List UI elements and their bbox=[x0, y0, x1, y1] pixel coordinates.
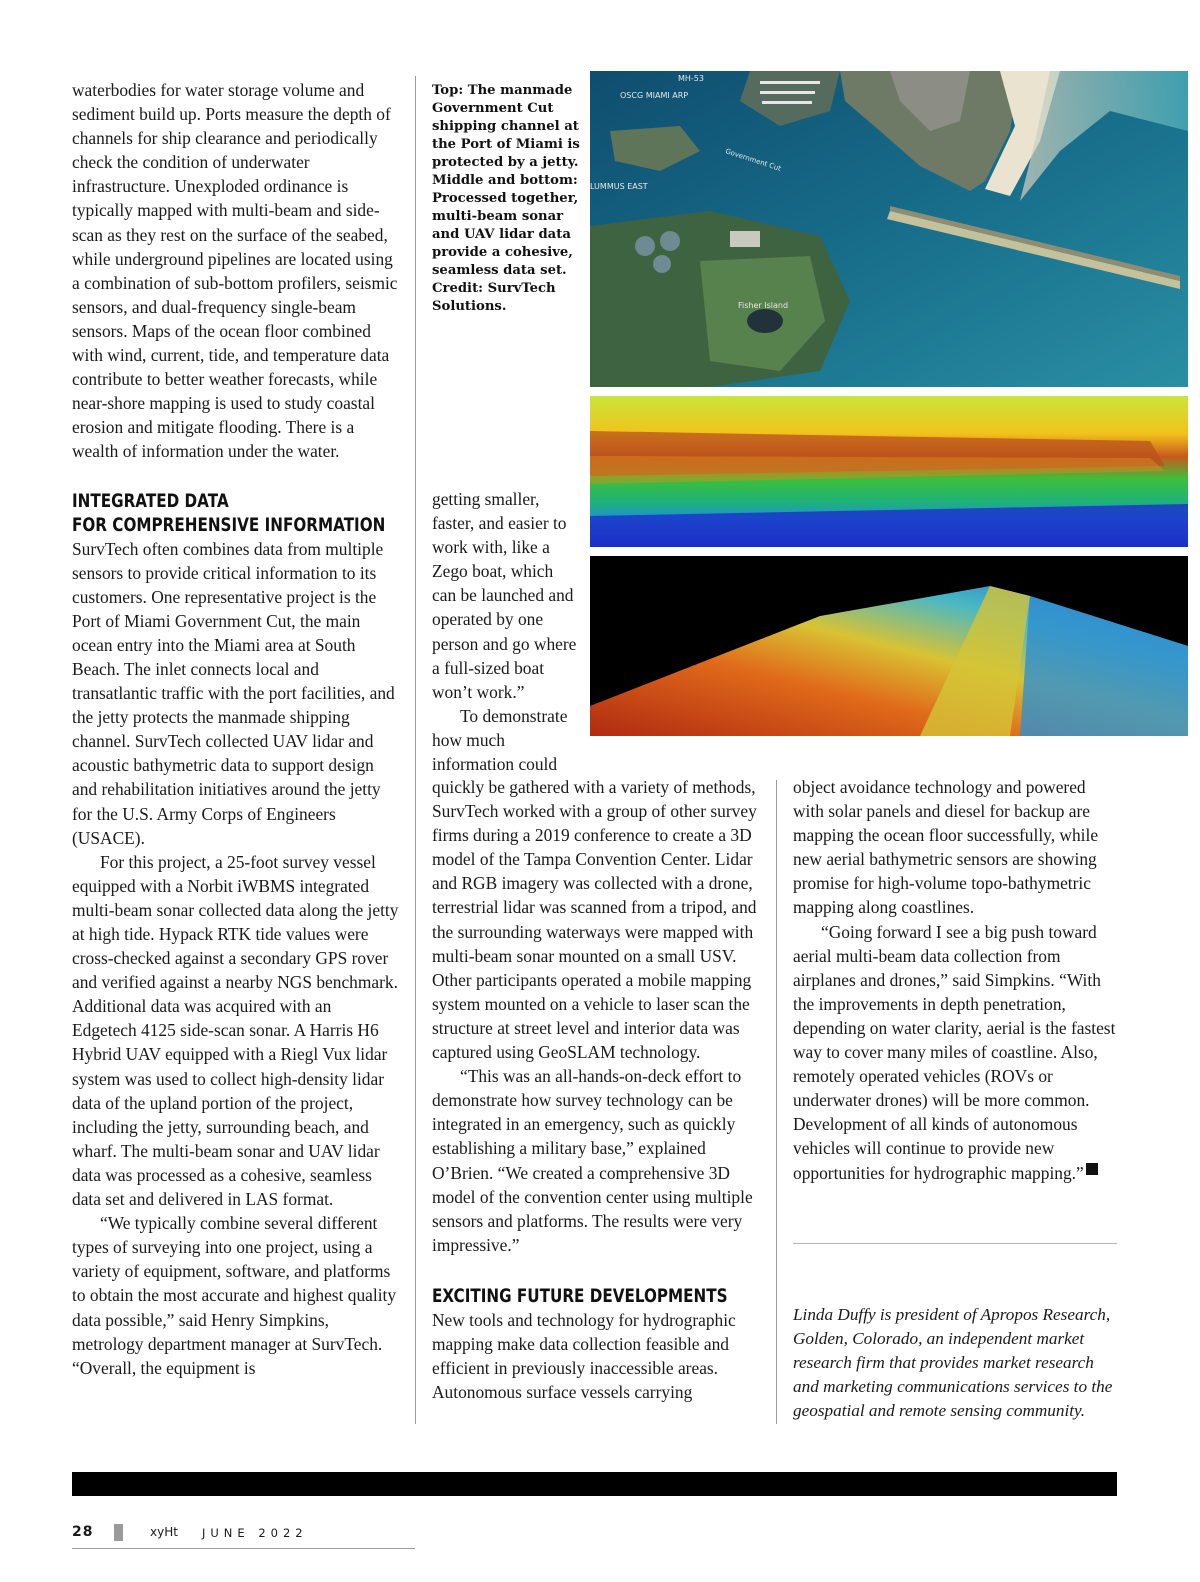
aerial-photo-svg bbox=[590, 71, 1188, 387]
section-heading-line: INTEGRATED DATA bbox=[72, 489, 229, 512]
middle-column bbox=[432, 775, 762, 1404]
body-paragraph: getting smaller, faster, and easier to work with, like a Zego boat, which can be launched and operated by one person and go where a full-sized boat won’t work.” bbox=[432, 489, 577, 702]
page-footer bbox=[72, 1524, 415, 1549]
3d-model-image bbox=[590, 556, 1188, 736]
page-number: 28 bbox=[72, 1524, 94, 1540]
body-paragraph: “Going forward I see a big push toward aerial multi-beam data collection from airplanes and drones,” said Simpkins. “With the improvements in depth penetration, depending on water clarity, aerial is the fastest way to cover many miles of coastline. Also, remotely operated vehicles (ROVs or underwater drones) will be more common. Development of all kinds of autonomous vehicles will continue to provide new opportunities for hydrographic mapping.” bbox=[793, 921, 1116, 1183]
body-paragraph: “This was an all-hands-on-deck effort to demonstrate how survey technology can be integrated in an emergency, such as quickly establishing a military base,” explained O’Brien. “We created a comprehensive 3D model of the convention center using multiple sensors and platforms. The results were very impressive.” bbox=[432, 1066, 753, 1255]
aerial-photo bbox=[590, 71, 1188, 387]
3d-model-svg bbox=[590, 556, 1188, 736]
body-paragraph: New tools and technology for hydrographic mapping make data collection feasible and efficient in previously inaccessible areas. Autonomous surface vessels carrying bbox=[432, 1309, 736, 1403]
body-paragraph: For this project, a 25-foot survey vessel equipped with a Norbit iWBMS integrated multi-beam sonar collected data along the jetty at high tide. Hypack RTK tide values were cross-checked against a secondary GPS rover and verified against a nearby NGS benchmark. Additional data was acquired with an Edgetech 4125 side-scan sonar. A Harris H6 Hybrid UAV equipped with a Riegl Vux lidar system was used to collect high-density lidar data of the upland portion of the project, including the jetty, surrounding beach, and wharf. The multi-beam sonar and UAV lidar data was processed as a cohesive, seamless data set and delivered in LAS format. bbox=[72, 851, 399, 1210]
right-column bbox=[793, 775, 1118, 1185]
body-paragraph: object avoidance technology and powered with solar panels and diesel for backup are mapping the ocean floor successfully, while new aerial bathymetric sensors are showing promise for high-volume topo-bathymetric mapping along coastlines. bbox=[793, 777, 1099, 918]
column-divider bbox=[415, 76, 416, 1424]
bottom-bar bbox=[72, 1472, 1117, 1496]
body-paragraph: “We typically combine several different types of surveying into one project, using a variety of equipment, software, and platforms to obtain the most accurate and highest quality data possible,” said Henry Simpkins, metrology department manager at SurvTech. “Overall, the equipment is bbox=[72, 1213, 397, 1378]
bio-divider bbox=[793, 1243, 1117, 1244]
bathymetry-image bbox=[590, 396, 1188, 547]
author-bio: Linda Duffy is president of Apropos Research, Golden, Colorado, an independent market research firm that provides market research and marketing communications services to the geospatial and remote sensing community. bbox=[793, 1305, 1113, 1421]
map-label: LUMMUS EAST bbox=[590, 182, 648, 191]
body-paragraph: waterbodies for water storage volume and sediment build up. Ports measure the depth of channels for ship clearance and periodically check the condition of underwater infrastructure. Unexploded ordinance is typically mapped with multi-beam and side-scan as they rest on the surface of the seabed, while underground pipelines are located using a combination of sub-bottom profilers, seismic sensors, and dual-frequency single-beam sensors. Maps of the ocean floor combined with wind, current, tide, and temperature data contribute to better weather forecasts, while near-shore mapping is used to study coastal erosion and mitigate flooding. There is a wealth of information under the water. bbox=[72, 80, 398, 462]
map-label: OSCG MIAMI ARP bbox=[620, 91, 689, 100]
middle-column-upper bbox=[432, 487, 580, 776]
issue-date: JUNE 2022 bbox=[202, 1526, 308, 1540]
map-label: Government Cut bbox=[724, 147, 782, 173]
footer-block-icon bbox=[114, 1524, 123, 1541]
body-paragraph: SurvTech often combines data from multiple sensors to provide critical information to its customers. One representative project is the Port of Miami Government Cut, the main ocean entry into the Miami area at South Beach. The inlet connects local and transatlantic traffic with the port facilities, and the jetty protects the manmade shipping channel. SurvTech collected UAV lidar and acoustic bathymetric data to support design and rehabilitation initiatives around the jetty for the U.S. Army Corps of Engineers (USACE). bbox=[72, 538, 395, 848]
map-label: MH-53 bbox=[678, 74, 704, 83]
left-column bbox=[72, 78, 400, 1380]
body-paragraph: To demonstrate how much information could bbox=[432, 705, 568, 775]
section-heading: EXCITING FUTURE DEVELOPMENTS bbox=[432, 1284, 728, 1307]
column-divider bbox=[776, 780, 777, 1424]
section-heading-line: FOR COMPREHENSIVE INFORMATION bbox=[72, 513, 386, 536]
end-mark-icon bbox=[1086, 1163, 1098, 1175]
map-label: Fisher Island bbox=[738, 301, 789, 310]
magazine-name: xyHt bbox=[150, 1525, 178, 1539]
section-heading bbox=[72, 489, 400, 537]
bathymetry-svg bbox=[590, 396, 1188, 547]
photo-caption: Top: The manmade Government Cut shipping channel at the Port of Miami is protected by a jetty. Middle and bottom: Processed together, multi-beam sonar and UAV lidar data provide a cohesive, seamless data set. Credit: SurvTech Solutions. bbox=[432, 83, 580, 314]
body-paragraph: quickly be gathered with a variety of methods, SurvTech worked with a group of other survey firms during a 2019 conference to create a 3D model of the Tampa Convention Center. Lidar and RGB imagery was collected with a drone, terrestrial lidar was scanned from a tripod, and the surrounding waterways were mapped with multi-beam sonar mounted on a small USV. Other participants operated a mobile mapping system mounted on a vehicle to laser scan the structure at street level and interior data was captured using GeoSLAM technology. bbox=[432, 777, 757, 1063]
